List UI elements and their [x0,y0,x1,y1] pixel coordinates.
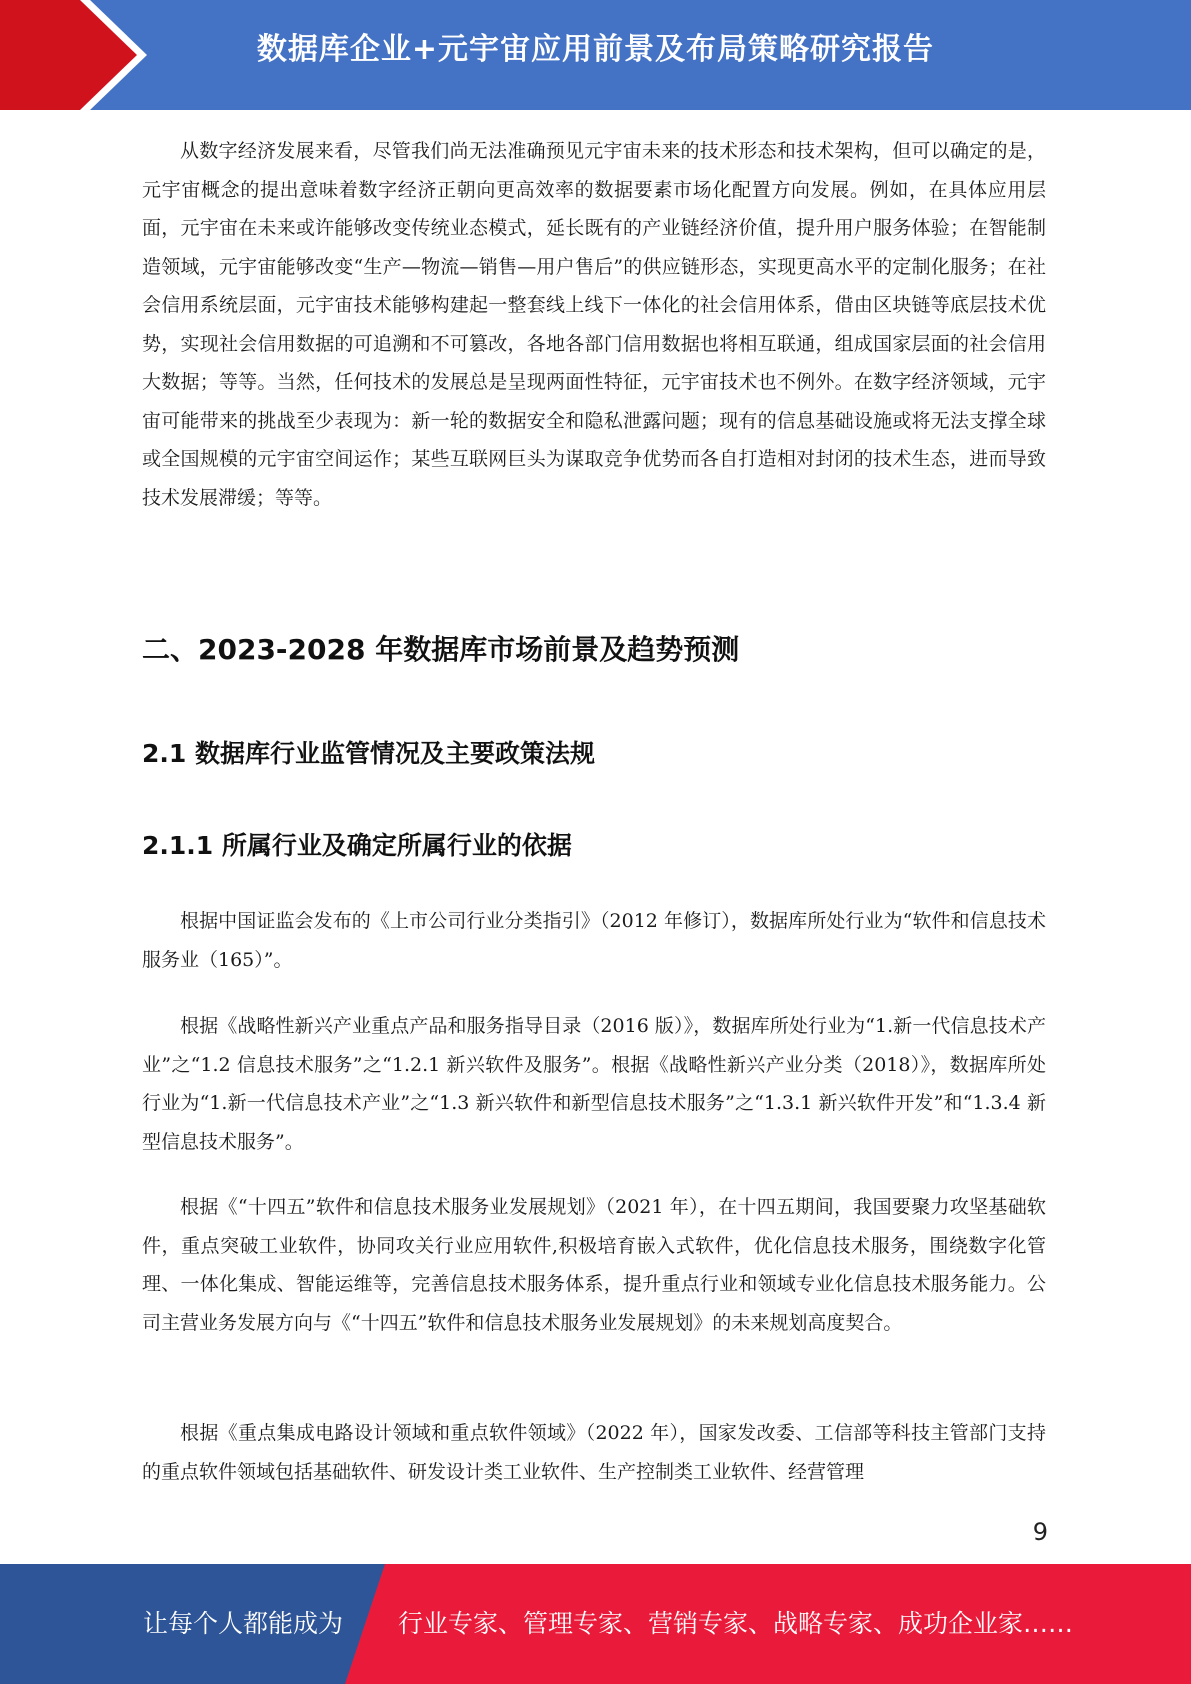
subsubsection-heading: 2.1.1 所属行业及确定所属行业的依据 [142,831,572,860]
page-number: 9 [1032,1518,1048,1546]
footer-banner [0,1564,1191,1684]
intro-section [142,132,1046,517]
body-paragraph: 根据中国证监会发布的《上市公司行业分类指引》（2012 年修订），数据库所处行业为“软件和信息技术服务业（165）”。 [142,910,1046,971]
body-paragraph: 根据《重点集成电路设计领域和重点软件领域》（2022 年），国家发改委、工信部等科技主管部门支持的重点软件领域包括基础软件、研发设计类工业软件、生产控制类工业软件、经营管理 [142,1422,1046,1483]
body-paragraph: 根据《“十四五”软件和信息技术服务业发展规划》（2021 年），在十四五期间，我国要聚力攻坚基础软件，重点突破工业软件，协同攻关行业应用软件,积极培育嵌入式软件，优化信息技术服务，围绕数字化管理、一体化集成、智能运维等，完善信息技术服务体系，提升重点行业和领域专业化信息技术服务能力。公司主营业务发展方向与《“十四五”软件和信息技术服务业发展规划》的未来规划高度契合。 [142,1196,1046,1334]
paragraph-block [142,1188,1046,1342]
paragraph-block [142,1414,1046,1491]
footer-slogan-left: 让每个人都能成为 [143,1609,344,1638]
intro-paragraph: 从数字经济发展来看，尽管我们尚无法准确预见元宇宙未来的技术形态和技术架构，但可以确定的是，元宇宙概念的提出意味着数字经济正朝向更高效率的数据要素市场化配置方向发展。例如，在具体应用层面，元宇宙在未来或许能够改变传统业态模式，延长既有的产业链经济价值，提升用户服务体验；在智能制造领域，元宇宙能够改变“生产—物流—销售—用户售后”的供应链形态，实现更高水平的定制化服务；在社会信用系统层面，元宇宙技术能够构建起一整套线上线下一体化的社会信用体系，借由区块链等底层技术优势，实现社会信用数据的可追溯和不可篡改，各地各部门信用数据也将相互联通，组成国家层面的社会信用大数据；等等。当然，任何技术的发展总是呈现两面性特征，元宇宙技术也不例外。在数字经济领域，元宇宙可能带来的挑战至少表现为：新一轮的数据安全和隐私泄露问题；现有的信息基础设施或将无法支撑全球或全国规模的元宇宙空间运作；某些互联网巨头为谋取竞争优势而各自打造相对封闭的技术生态，进而导致技术发展滞缓；等等。 [142,140,1046,509]
section-heading: 二、2023-2028 年数据库市场前景及趋势预测 [142,633,740,666]
report-title: 数据库企业+元宇宙应用前景及布局策略研究报告 [256,32,935,67]
subsection-heading: 2.1 数据库行业监管情况及主要政策法规 [142,739,595,768]
header-banner [0,0,1191,110]
paragraph-block [142,1007,1046,1161]
footer-slogan-right: 行业专家、管理专家、营销专家、战略专家、成功企业家…… [398,1609,1074,1638]
body-paragraph: 根据《战略性新兴产业重点产品和服务指导目录（2016 版）》，数据库所处行业为“1.新一代信息技术产业”之“1.2 信息技术服务”之“1.2.1 新兴软件及服务”。根据《战略性新兴产业分类（2018）》，数据库所处行业为“1.新一代信息技术产业”之“1.3 新兴软件和新型信息技术服务”之“1.3.1 新兴软件开发”和“1.3.4 新型信息技术服务”。 [142,1015,1046,1153]
paragraph-block [142,902,1046,979]
